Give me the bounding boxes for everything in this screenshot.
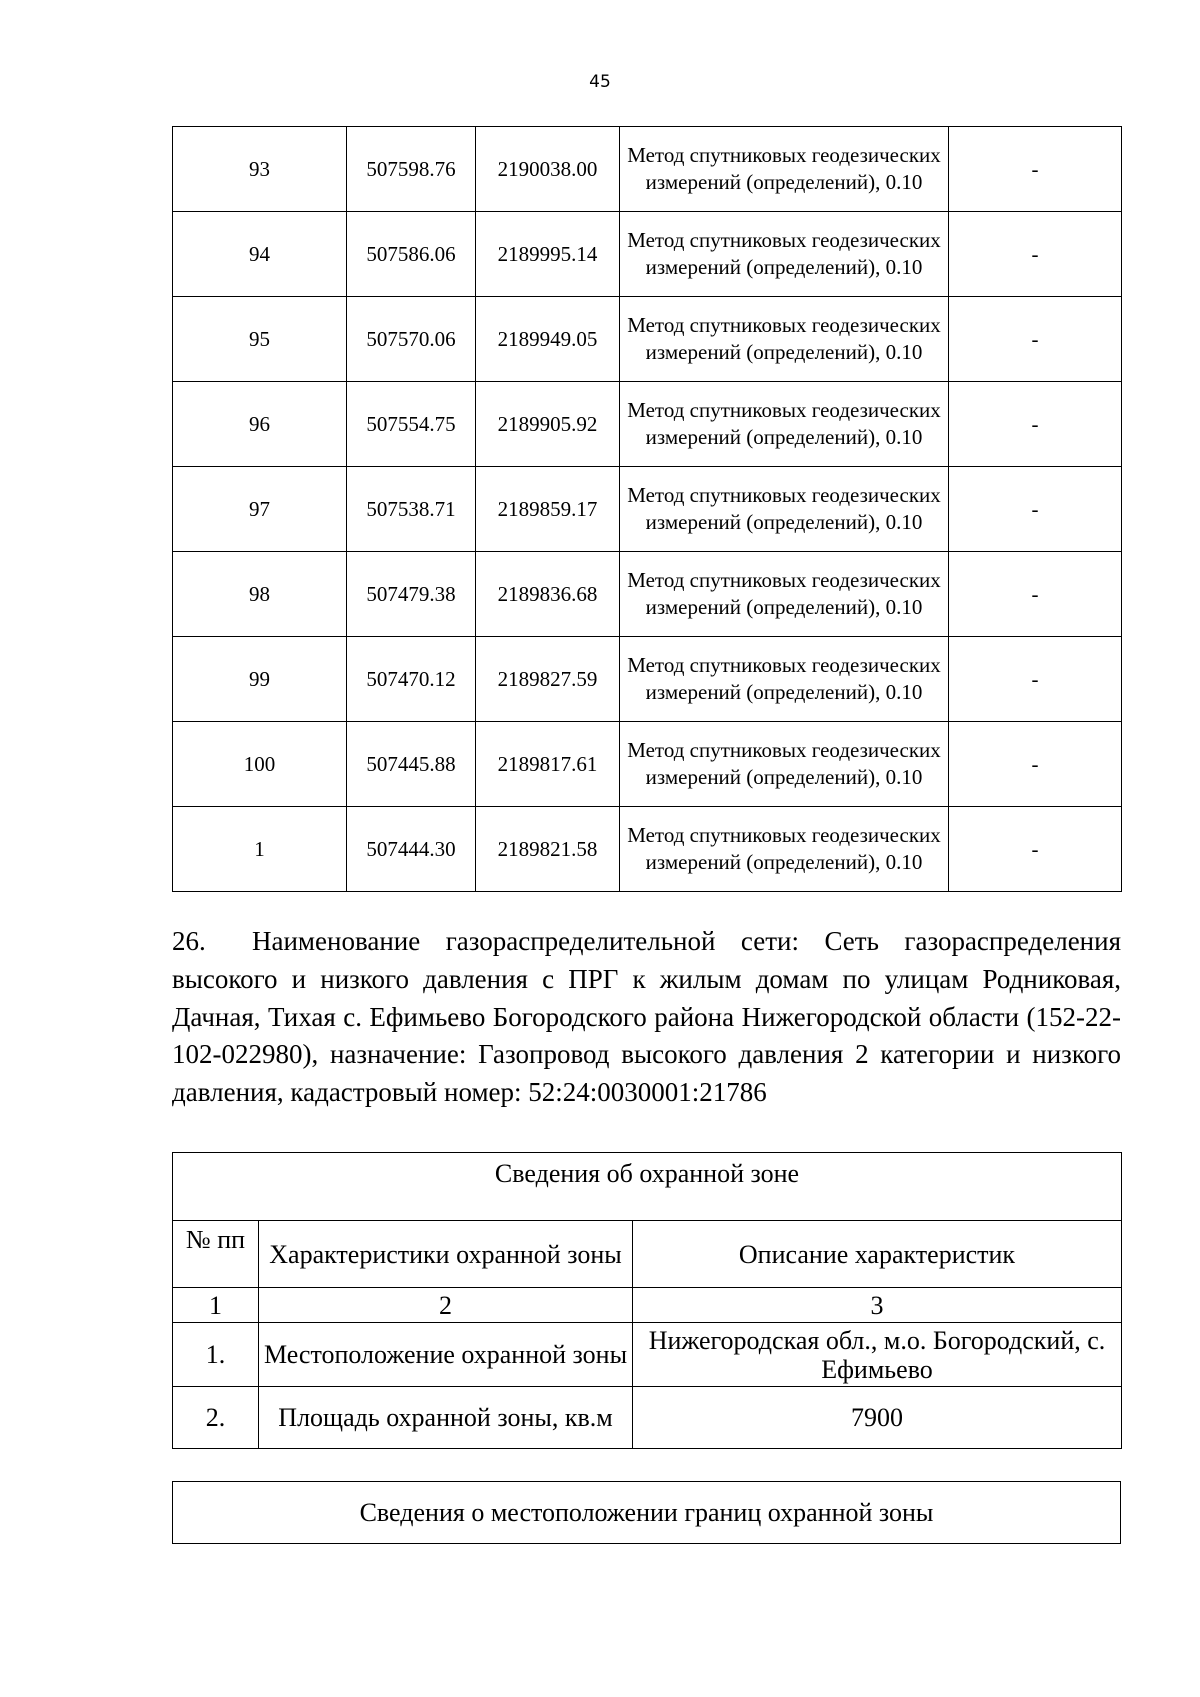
coord-x-cell: 507445.88 [347,722,476,807]
note-cell: - [949,297,1122,382]
point-number-cell: 93 [173,127,347,212]
point-number-cell: 94 [173,212,347,297]
point-number-cell: 1 [173,807,347,892]
method-cell: Метод спутниковых геодезических измерений (определений), 0.10 [620,297,949,382]
row-1-characteristic: Местоположение охранной зоны [259,1323,633,1387]
column-number-1: 1 [173,1288,259,1323]
point-number-cell: 95 [173,297,347,382]
coord-y-cell: 2189905.92 [476,382,620,467]
table-row [173,212,1122,297]
table-row [173,467,1122,552]
note-cell: - [949,467,1122,552]
coord-x-cell: 507554.75 [347,382,476,467]
row-2-characteristic: Площадь охранной зоны, кв.м [259,1387,633,1449]
column-number-2: 2 [259,1288,633,1323]
note-cell: - [949,637,1122,722]
method-cell: Метод спутниковых геодезических измерений (определений), 0.10 [620,722,949,807]
page-number: 45 [589,72,611,92]
method-cell: Метод спутниковых геодезических измерений (определений), 0.10 [620,212,949,297]
table-row [173,722,1122,807]
coord-x-cell: 507479.38 [347,552,476,637]
coord-y-cell: 2189859.17 [476,467,620,552]
row-1-number: 1. [173,1323,259,1387]
method-cell: Метод спутниковых геодезических измерений (определений), 0.10 [620,807,949,892]
row-2-description: 7900 [633,1387,1122,1449]
coord-x-cell: 507570.06 [347,297,476,382]
note-cell: - [949,382,1122,467]
method-cell: Метод спутниковых геодезических измерений (определений), 0.10 [620,467,949,552]
boundary-location-table [172,1481,1121,1544]
note-cell: - [949,722,1122,807]
point-number-cell: 96 [173,382,347,467]
section-number: 26. [172,926,206,956]
table-row [173,637,1122,722]
table-row [173,127,1122,212]
coord-x-cell: 507470.12 [347,637,476,722]
zone-table-title: Сведения об охранной зоне [173,1153,1122,1221]
coord-y-cell: 2189827.59 [476,637,620,722]
section-26-paragraph [172,923,1121,1112]
table-row [173,297,1122,382]
row-2-number: 2. [173,1387,259,1449]
protection-zone-table [172,1152,1122,1449]
row-1-description: Нижегородская обл., м.о. Богородский, с. Ефимьево [633,1323,1122,1387]
note-cell: - [949,127,1122,212]
header-description: Описание характеристик [633,1221,1122,1288]
coord-y-cell: 2190038.00 [476,127,620,212]
coord-y-cell: 2189817.61 [476,722,620,807]
note-cell: - [949,212,1122,297]
coord-x-cell: 507538.71 [347,467,476,552]
header-characteristic: Характеристики охранной зоны [259,1221,633,1288]
note-cell: - [949,807,1122,892]
column-number-3: 3 [633,1288,1122,1323]
method-cell: Метод спутниковых геодезических измерений (определений), 0.10 [620,637,949,722]
header-index: № пп [173,1221,259,1288]
boundary-table-title: Сведения о местоположении границ охранной зоны [173,1482,1121,1544]
coord-x-cell: 507598.76 [347,127,476,212]
point-number-cell: 99 [173,637,347,722]
coord-y-cell: 2189821.58 [476,807,620,892]
table-row [173,807,1122,892]
method-cell: Метод спутниковых геодезических измерений (определений), 0.10 [620,127,949,212]
coordinates-table [172,126,1122,892]
coord-y-cell: 2189949.05 [476,297,620,382]
coord-x-cell: 507586.06 [347,212,476,297]
point-number-cell: 97 [173,467,347,552]
table-row [173,382,1122,467]
point-number-cell: 100 [173,722,347,807]
note-cell: - [949,552,1122,637]
coord-y-cell: 2189836.68 [476,552,620,637]
coord-y-cell: 2189995.14 [476,212,620,297]
section-text: Наименование газораспределительной сети: Сеть газораспределения высокого и низкого давления с ПРГ к жилым домам по улицам Родниковая, Дачная, Тихая с. Ефимьево Богородского района Нижегородской области (152-22-102-022980), назначение: Газопровод высокого давления 2 категории и низкого давления, кадастровый номер: 52:24:0030001:21786 [172,926,1121,1108]
method-cell: Метод спутниковых геодезических измерений (определений), 0.10 [620,382,949,467]
coord-x-cell: 507444.30 [347,807,476,892]
table-row [173,552,1122,637]
method-cell: Метод спутниковых геодезических измерений (определений), 0.10 [620,552,949,637]
point-number-cell: 98 [173,552,347,637]
